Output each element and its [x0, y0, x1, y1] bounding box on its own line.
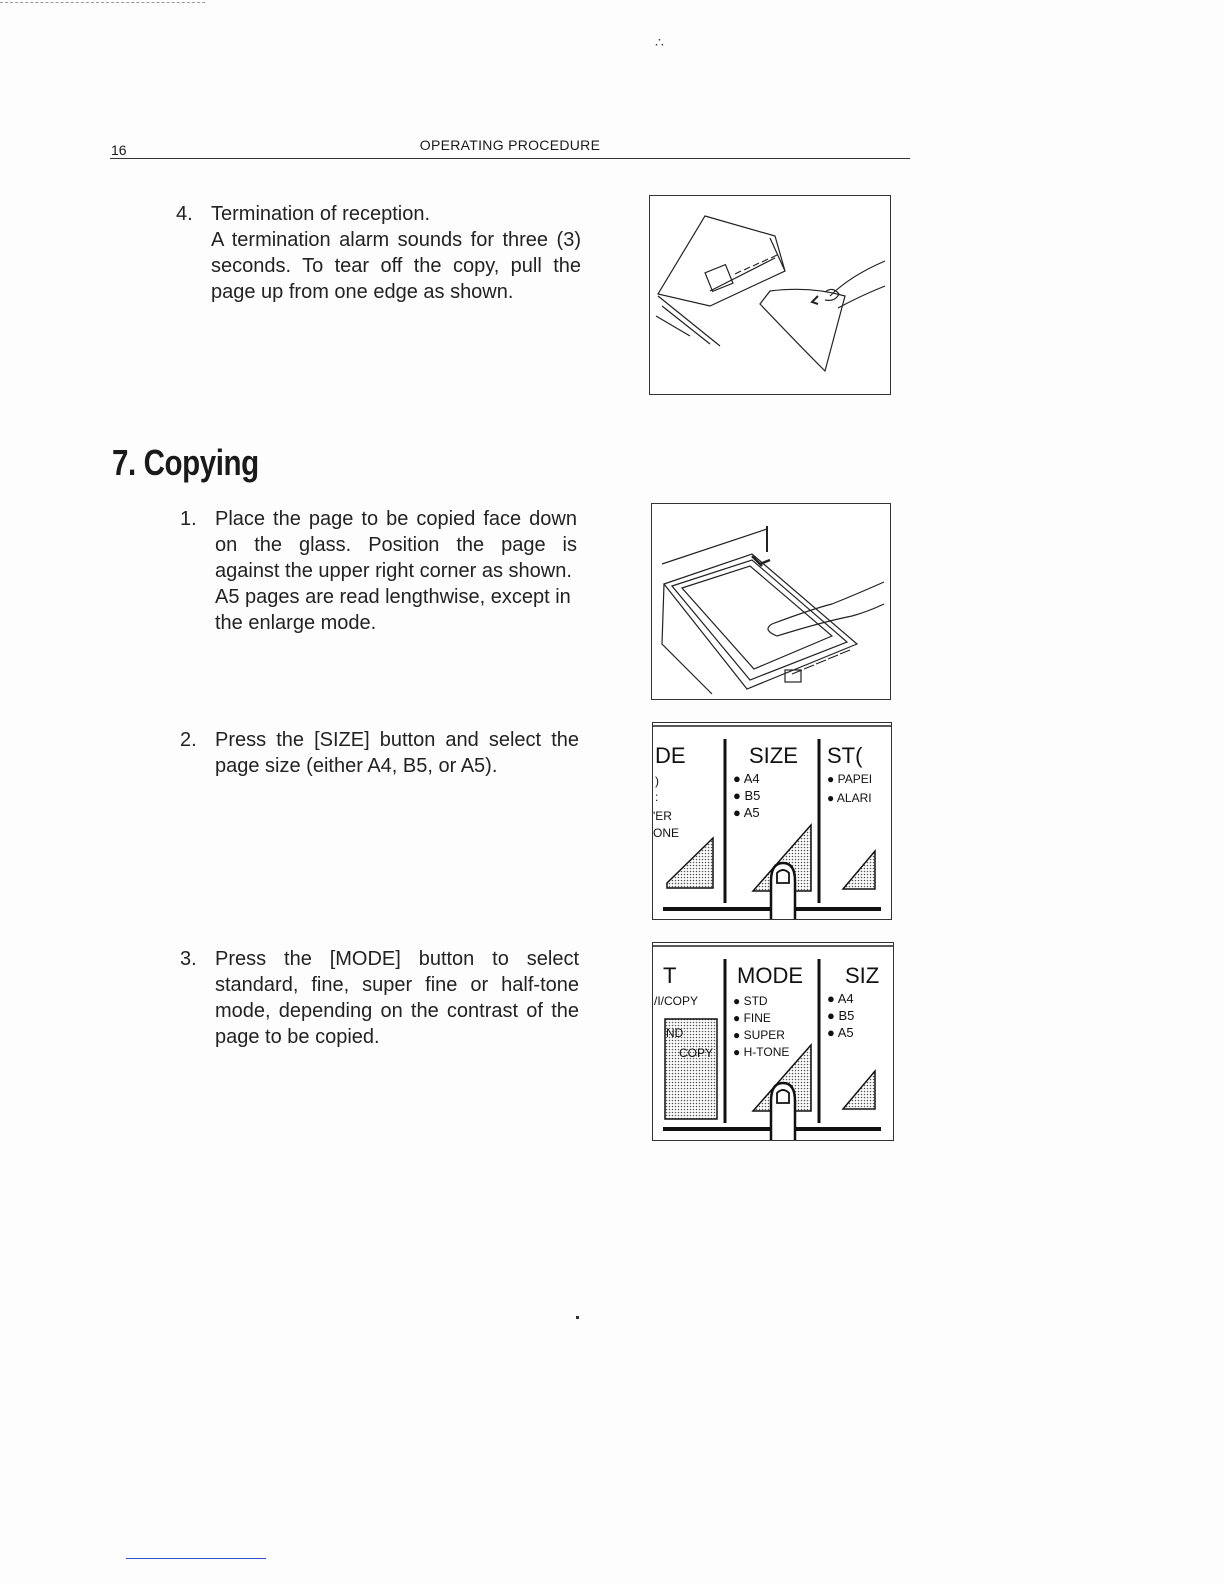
size-option: ● B5: [827, 1008, 855, 1023]
copy-step-1: [180, 506, 590, 666]
left-heading: T: [663, 963, 677, 988]
mode-option: ● STD: [733, 994, 768, 1008]
page-number: 16: [111, 142, 127, 158]
step-number: 3.: [180, 948, 197, 970]
left-heading: DE: [655, 743, 686, 768]
right-heading: ST(: [827, 743, 863, 768]
mode-option: ● FINE: [733, 1011, 771, 1025]
step-body: [215, 727, 579, 779]
panel-heading: MODE: [737, 963, 803, 988]
right-item: ● ALARI: [827, 791, 872, 805]
step-body: [215, 506, 577, 636]
tear-off-figure: [649, 195, 891, 395]
left-item: :: [655, 790, 659, 804]
step-number: 2.: [180, 729, 197, 751]
top-scan-rule: [0, 2, 205, 3]
panel-heading: SIZE: [749, 743, 798, 768]
size-option: ● B5: [733, 788, 761, 803]
right-heading: SIZ: [845, 963, 880, 988]
scan-mark: ∴: [655, 34, 664, 50]
copy-step-3: [180, 946, 590, 1056]
mode-panel-figure: [652, 942, 894, 1141]
size-option: ● A5: [733, 805, 760, 820]
step-number: 4.: [176, 203, 193, 225]
step-text: A termination alarm sounds for three (3) seconds. To tear off the copy, pull the page up from one edge as shown.: [211, 229, 581, 303]
step-paragraph: Press the [SIZE] button and select the page size (either A4, B5, or A5).: [215, 729, 579, 777]
left-item: ): [655, 774, 659, 788]
step-body: [215, 946, 579, 1050]
step-paragraph: Place the page to be copied face down on the glass. Position the page is against the upper right corner as shown.: [215, 508, 577, 582]
running-head: OPERATING PROCEDURE: [419, 137, 601, 153]
left-item: COPY: [679, 1046, 714, 1060]
size-option: ● A4: [827, 991, 854, 1006]
scanner-glass-illustration: [652, 504, 890, 699]
copy-step-2: [180, 727, 590, 787]
scan-speck: [576, 1316, 579, 1319]
fax-tear-illustration: [650, 196, 890, 394]
right-item: ● PAPEI: [827, 772, 873, 786]
step-paragraph: A5 pages are read lengthwise, except in the enlarge mode.: [215, 586, 571, 634]
step-number: 1.: [180, 508, 197, 530]
size-option: ● A4: [733, 771, 760, 786]
size-panel-figure: [652, 722, 892, 920]
size-panel-illustration: [653, 723, 891, 919]
step-title: Termination of reception.: [211, 203, 431, 225]
section-title: 7. Copying: [112, 442, 259, 483]
step-body: [211, 201, 581, 305]
left-item: ONE: [653, 826, 680, 840]
reception-step: [176, 201, 586, 311]
mode-panel-illustration: [653, 943, 893, 1140]
left-item: /I/COPY: [654, 994, 699, 1008]
glass-figure: [651, 503, 891, 700]
bottom-scan-rule: [126, 1558, 266, 1559]
mode-option: ● H-TONE: [733, 1045, 790, 1059]
mode-option: ● SUPER: [733, 1028, 785, 1042]
left-item: ND: [666, 1026, 684, 1040]
header-rule: [110, 158, 910, 159]
size-option: ● A5: [827, 1025, 854, 1040]
left-item: 'ER: [653, 809, 672, 823]
step-paragraph: Press the [MODE] button to select standard, fine, super fine or half-tone mode, depending on the contrast of the page to be copied.: [215, 948, 579, 1048]
